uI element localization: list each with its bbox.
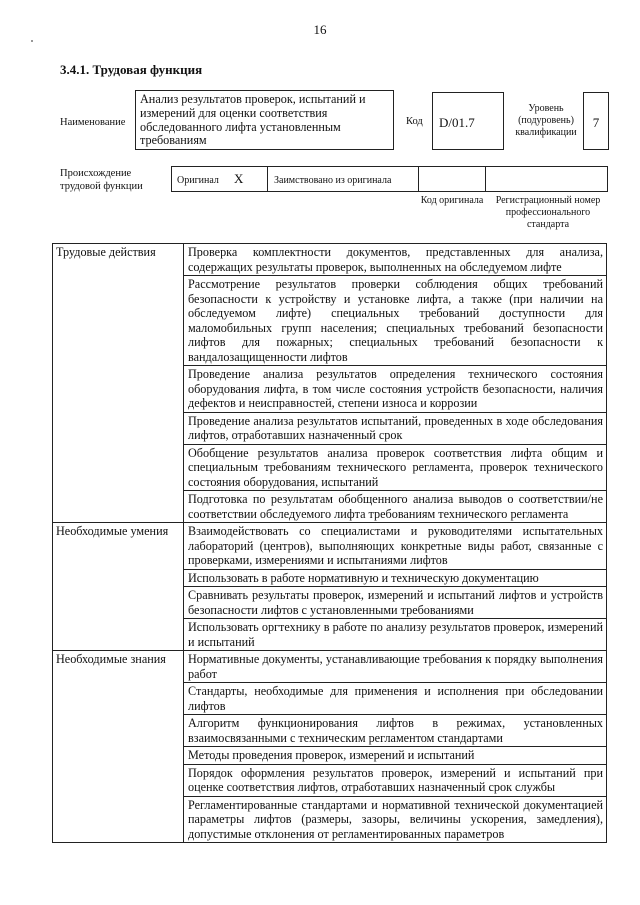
table-cell: Использовать в работе нормативную и техническую документацию xyxy=(184,569,607,587)
borrowed-label: Заимствовано из оригинала xyxy=(274,175,392,186)
level-value: 7 xyxy=(592,115,600,130)
name-label: Наименование xyxy=(60,117,126,128)
table-cell: Порядок оформления результатов проверок, измерений и испытаний при оценке соответствия лифтов, отработавших назначенный срок службы xyxy=(184,764,607,796)
section-title: 3.4.1. Трудовая функция xyxy=(60,62,203,77)
original-label: Оригинал xyxy=(177,175,219,186)
table-cell: Рассмотрение результатов проверки соблюдения общих требований безопасности к устройству и установке лифта, а также (при наличии на обследуемом лифте) специальных требований доступности для маломобильных групп населения; специальных требований безопасности лифтов для пожарных; специальных требований безопасности к вандалозащищенности лифтов xyxy=(184,276,607,366)
level-box xyxy=(583,92,609,150)
origin-original-box xyxy=(171,166,268,192)
page-number: 16 xyxy=(313,22,327,37)
origin-borrowed-box xyxy=(267,166,419,192)
section-label-knowledge: Необходимые знания xyxy=(53,651,184,843)
table-cell: Проведение анализа результатов определения технического состояния оборудования лифта, в том числе состояния устройств безопасности, наличия дефектов и неисправностей, степени износа и коррозии xyxy=(184,366,607,413)
original-mark: X xyxy=(234,171,244,186)
reg-number-caption: Регистрационный номер профессионального стандарта xyxy=(495,195,601,230)
table-cell: Методы проведения проверок, измерений и испытаний xyxy=(184,747,607,765)
scan-speck xyxy=(31,40,33,42)
code-original-box xyxy=(418,166,486,192)
code-value: D/01.7 xyxy=(439,115,475,130)
section-label-actions: Трудовые действия xyxy=(53,244,184,523)
table-cell: Стандарты, необходимые для применения и исполнения при обследовании лифтов xyxy=(184,683,607,715)
table-cell: Регламентированные стандартами и нормативной технической документацией параметры лифтов (размеры, зазоры, величины ускорения, замедления), допустимые отклонения от регламентированных параметров xyxy=(184,796,607,843)
table-cell: Взаимодействовать со специалистами и руководителями испытательных лабораторий (центров), выполняющих конкретные виды работ, связанные с проверками, измерениями и испытаниями лифтов xyxy=(184,523,607,570)
level-label: Уровень (подуровень) квалификации xyxy=(515,103,577,138)
table-cell: Обобщение результатов анализа проверок соответствия лифта общим и специальным требованиям технического регламента, проверок технического состояния оборудования, испытаний xyxy=(184,444,607,491)
table-cell: Нормативные документы, устанавливающие требования к порядку выполнения работ xyxy=(184,651,607,683)
code-original-caption: Код оригинала xyxy=(420,195,484,206)
table-cell: Сравнивать результаты проверок, измерений и испытаний лифтов и устройств безопасности лифтов с установленными требованиями xyxy=(184,587,607,619)
table-row xyxy=(53,651,607,683)
origin-label: Происхождение трудовой функции xyxy=(60,168,143,192)
function-name-box: Анализ результатов проверок, испытаний и измерений для оценки соответствия обследованного лифта установленным требованиям xyxy=(135,90,394,150)
table-cell: Проверка комплектности документов, представленных для анализа, содержащих результаты проверок, выполненных на обследуемом лифте xyxy=(184,244,607,276)
table-cell: Использовать оргтехнику в работе по анализу результатов проверок, измерений и испытаний xyxy=(184,619,607,651)
table-row xyxy=(53,244,607,276)
requirements-table xyxy=(52,243,607,843)
reg-number-box xyxy=(485,166,608,192)
code-box xyxy=(432,92,504,150)
section-label-skills: Необходимые умения xyxy=(53,523,184,651)
code-label: Код xyxy=(406,116,423,127)
table-row xyxy=(53,523,607,570)
table-cell: Алгоритм функционирования лифтов в режимах, установленных взаимосвязанными с техническим регламентом стандартами xyxy=(184,715,607,747)
table-cell: Подготовка по результатам обобщенного анализа выводов о соответствии/не соответствии обследуемого лифта требованиям технического регламента xyxy=(184,491,607,523)
table-cell: Проведение анализа результатов испытаний, проведенных в ходе обследования лифтов, отработавших назначенный срок xyxy=(184,412,607,444)
